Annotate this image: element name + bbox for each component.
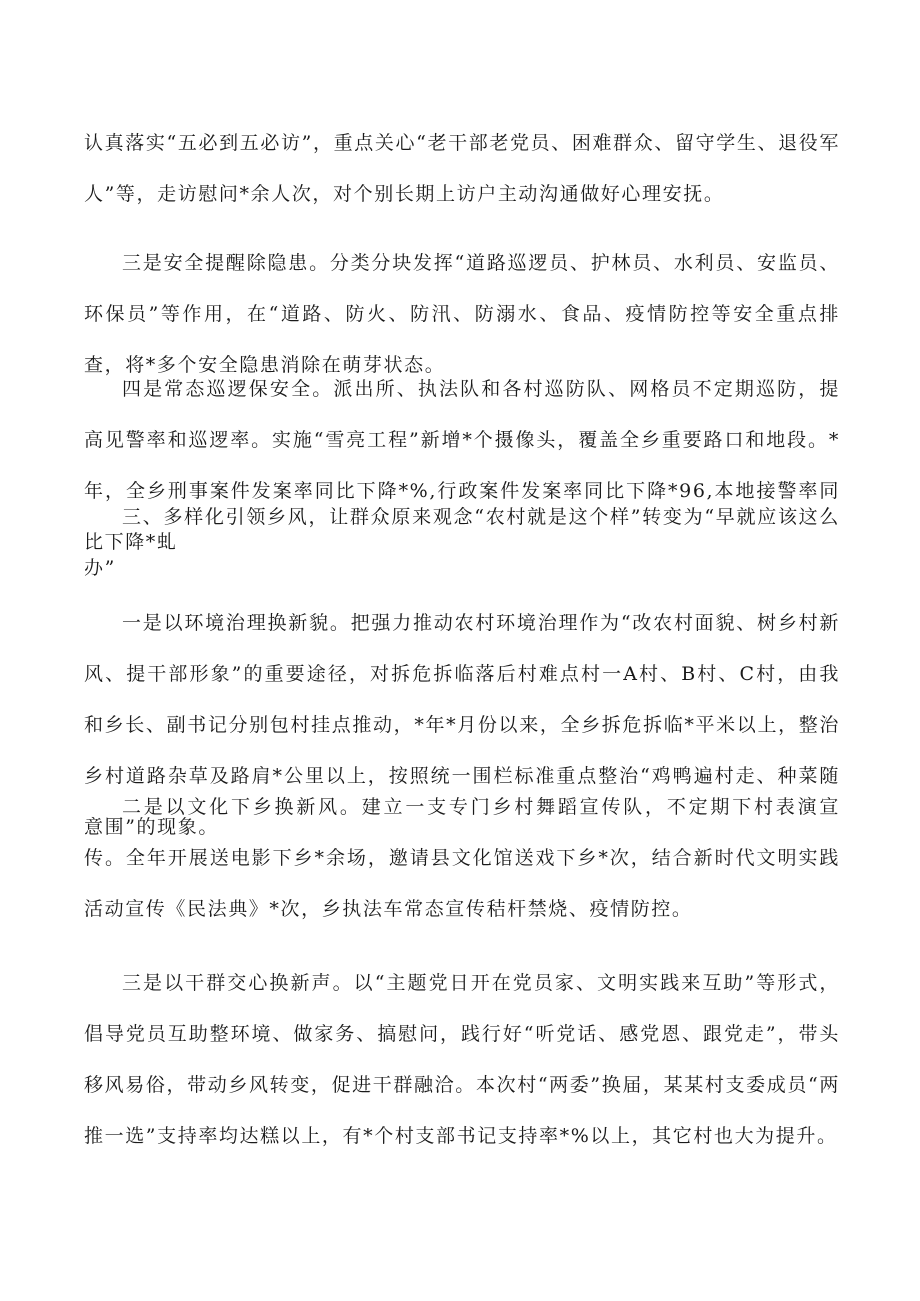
paragraph-cadre-relations: 三是以干群交心换新声。以“主题党日开在党员家、文明实践来互助”等形式，倡导党员互助整环境、做家务、搞慰问，践行好“听党话、感党恩、跟党走”，带头移风易俗，带动乡风转变，促进干群融洽。本次村“两委”换届，某某村支委成员“两推一选”支持率均达糕以上，有*个村支部书记支持率*%以上，其它村也大为提升。: [84, 972, 840, 1147]
paragraph-patrol: 四是常态巡逻保安全。派出所、执法队和各村巡防队、网格员不定期巡防，提高见警率和巡逻率。实施“雪亮工程”新增*个摄像头，覆盖全乡重要路口和地段。*年，全乡刑事案件发案率同比下降*%,行政案件发案率同比下降*96,本地接警率同比下降*虬: [84, 378, 840, 553]
section-heading-village-customs: 三、多样化引领乡风，让群众原来观念“农村就是这个样”转变为“早就应该这么办”: [84, 506, 840, 579]
paragraph-visits: 认真落实“五必到五必访”，重点关心“老干部老党员、困难群众、留守学生、退役军人”等，走访慰问*余人次，对个别长期上访户主动沟通做好心理安抚。: [84, 132, 840, 205]
paragraph-culture: 二是以文化下乡换新风。建立一支专门乡村舞蹈宣传队，不定期下村表演宣传。全年开展送电影下乡*余场，邀请县文化馆送戏下乡*次，结合新时代文明实践活动宣传《民法典》*次，乡执法车常态宣传秸杆禁烧、疫情防控。: [84, 796, 840, 920]
paragraph-safety-reminder: 三是安全提醒除隐患。分类分块发挥“道路巡逻员、护林员、水利员、安监员、环保员”等作用，在“道路、防火、防汛、防溺水、食品、疫情防控等安全重点排查，将*多个安全隐患消除在萌芽状态。: [84, 252, 840, 376]
paragraph-environment: 一是以环境治理换新貌。把强力推动农村环境治理作为“改农村面貌、树乡村新风、提干部形象”的重要途径，对拆危拆临落后村难点村一A村、B村、C村，由我和乡长、副书记分别包村挂点推动，*年*月份以来，全乡拆危拆临*平米以上，整治乡村道路杂草及路肩*公里以上，按照统一围栏标准重点整治“鸡鸭遍村走、种菜随意围”的现象。: [84, 612, 840, 838]
